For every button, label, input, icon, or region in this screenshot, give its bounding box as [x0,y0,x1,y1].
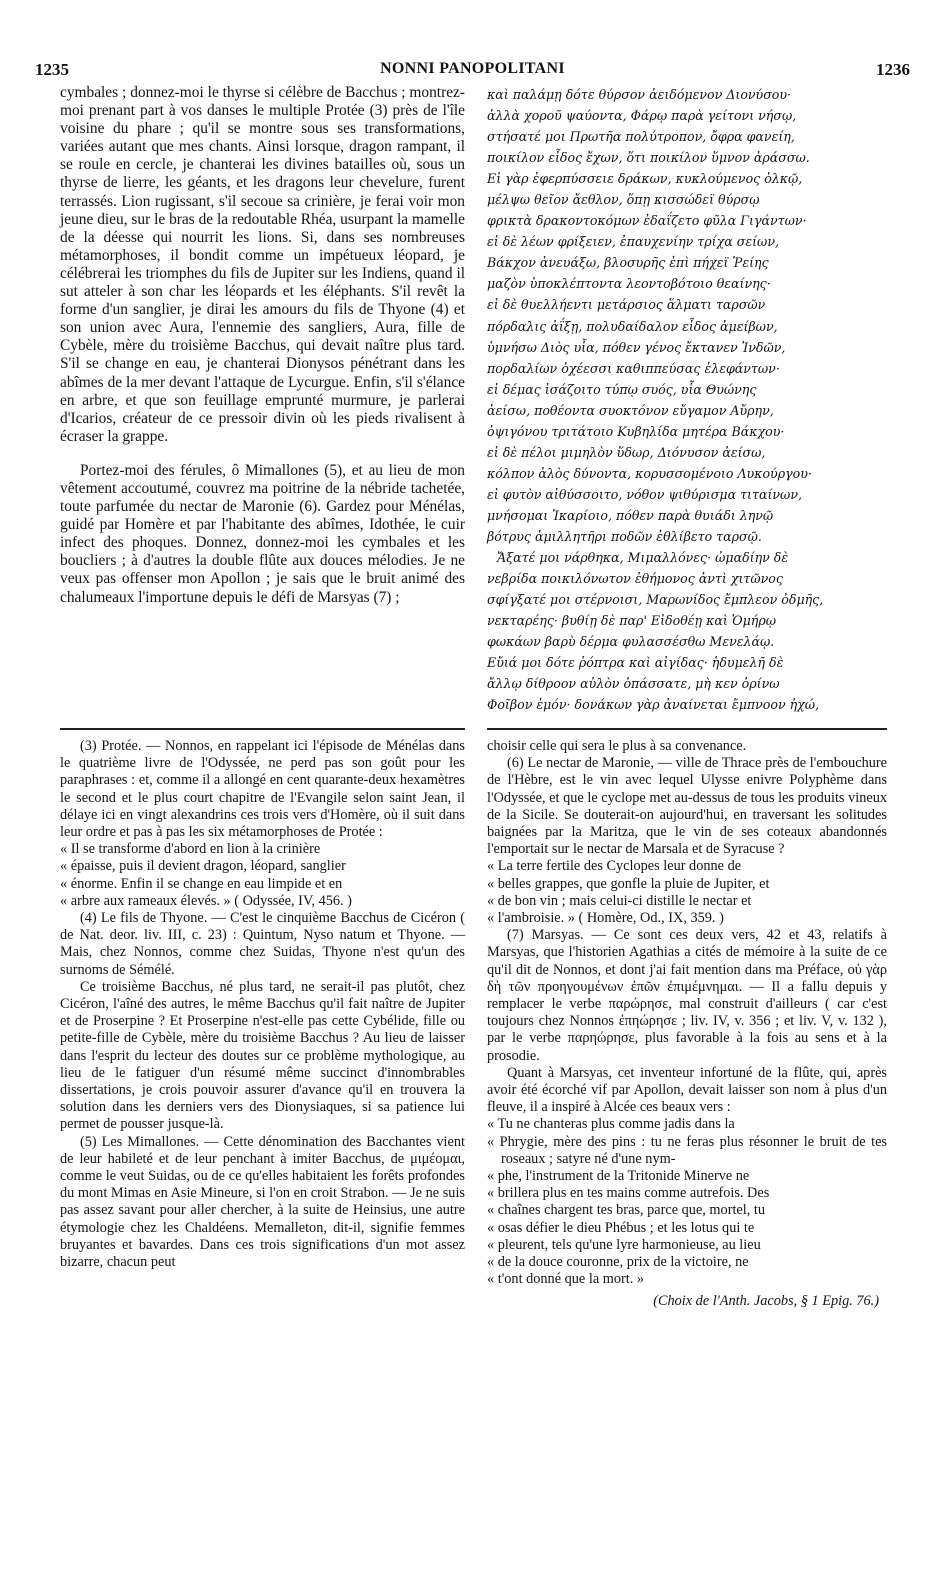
footnotes-right [487,738,887,1310]
greek-verse-line: Εἰ γὰρ ἐφερπύσσειε δράκων, κυκλούμενος ὁλκῷ, [487,171,803,187]
greek-verse-line: Φοῖβον ἐμόν· δονάκων γὰρ ἀναίνεται ἔμπνοον ἠχώ, [487,697,820,713]
footnote-paragraph: Quant à Marsyas, cet inventeur infortuné de la flûte, qui, après avoir été écorché vif par Apollon, devait laisser son nom à plus d'un fleuve, il a inspiré à Alcée ces beaux vers : [487,1064,887,1116]
quote-line: « belles grappes, que gonfle la pluie de Jupiter, et [487,875,770,892]
greek-verse-line: εἰ φυτὸν αἰθύσσοιτο, νόθον ψιθύρισμα τιταίνων, [487,486,802,502]
quote-line: « brillera plus en tes mains comme autrefois. Des [487,1185,770,1202]
greek-verse-line: φρικτὰ δρακοντοκόμων ἐδαΐζετο φῦλα Γιγάντων· [487,213,807,229]
right-column-number: 1236 [876,60,910,79]
footnote-divider [60,728,465,730]
greek-verse-line: ὑμνήσω Διὸς υἷα, πόθεν γένος ἔκτανεν Ἰνδῶν, [487,339,786,355]
quote-line: « La terre fertile des Cyclopes leur donne de [487,858,742,875]
quote-line: « phe, l'instrument de la Tritonide Minerve ne [487,1168,750,1185]
quote-line: « de la douce couronne, prix de la victoire, ne [487,1254,749,1271]
quote-line: « pleurent, tels qu'une lyre harmonieuse, au lieu [487,1236,761,1253]
running-title: NONNI PANOPOLITANI [380,60,565,77]
greek-verse-line: νεκταρέης· βυθίῃ δὲ παρ' Εἰδοθέῃ καὶ Ὁμήρῳ [487,613,777,629]
greek-verse-line: ἀείσω, ποθέοντα συοκτόνον εὔγαμον Αὔρην, [487,402,774,418]
quote-line: « t'ont donné que la mort. » [487,1271,645,1288]
quote-line: « Il se transforme d'abord en lion à la crinière [60,841,321,858]
quote-line: « Phrygie, mère des pins : tu ne feras plus résonner le bruit de tes roseaux ; satyre né d'une nym- [487,1133,887,1167]
left-column-number: 1235 [35,60,69,79]
quote-line: « de bon vin ; mais celui-ci distille le nectar et [487,892,752,909]
footnote-5: (5) Les Mimallones. — Cette dénomination des Bacchantes vient de leur habileté et de leur penchant à imiter Bacchus, de μιμέομαι, comme le veut Suidas, ou de ce qu'elles habitaient les forêts profondes du mont Mimas en Asie Mineure, si l'on en croit Strabon. — Je ne suis pas assez savant pour aller chercher, à la suite de Heinsius, une autre étymologie chez les Chaldéens. Memalleton, dit-il, signifie femmes bruyantes et bavardes. Dans ces trois significations d'un mot assez bizarre, chacun peut [60,1133,465,1271]
french-paragraph: cymbales ; donnez-moi le thyrse si célèbre de Bacchus ; montrez-moi prenant part à vos danses le multiple Protée (3) près de l'île voisine du phare ; qu'il se montre sous ses transformations, variées autant que mes chants. Ainsi lorsque, dragon rampant, il se roule en cercle, je chanterai les divines batailles où, sous un thyrse de lierre, les géants, et les dragons leur chevelure, furent terrassés. Lion rugissant, s'il secoue sa crinière, je ferai voir mon jeune dieu, sur le bras de la redoutable Rhéa, usurpant la mamelle de la déesse qui nourrit les lions. Si, dans ses nombreuses métamorphoses, il bondit comme un impétueux léopard, je célébrerai les triomphes du fils de Jupiter sur les Indiens, quand il sut atteler à son char les léopards et les éléphants. S'il revêt la forme d'un sanglier, je dirai les amours du fils de Thyone (4) et son union avec Aura, l'ennemie des sangliers, Aura, fille de Cybèle, mère du troisième Bacchus, qui devait naître plus tard. S'il se change en eau, je chanterai Dionysos pénétrant dans les abîmes de la mer devant l'attaque de Lycurgue. Enfin, s'il s'élance en arbre, et que son feuillage emprunté murmure, je parlerai d'Icarios, créateur de ce pressoir divin où les pieds rivalisent à écraser la grappe. [60,84,465,445]
page-header [35,60,910,86]
greek-verse-line: εἰ δὲ θυελλήεντι μετάρσιος ἅλματι ταρσῶν [487,297,766,313]
greek-verse-line: σφίγξατέ μοι στέρνοισι, Μαρωνίδος ἔμπλεον ὀδμῆς, [487,592,824,608]
greek-verse-line: βότρυς ἀμιλλητῆρι ποδῶν ἐθλίβετο ταρσῷ. [487,528,762,544]
footnote-4: (4) Le fils de Thyone. — C'est le cinquième Bacchus de Cicéron ( de Nat. deor. liv. III, c. 23) : Quintum, Nyso natum et Thyone. — Mais, chez Nonnos, comme chez Suidas, Thyone n'est qu'un des surnoms de Sémélé. [60,910,465,978]
greek-verse-line: πόρδαλις ἀΐξῃ, πολυδαίδαλον εἶδος ἀμείβων, [487,318,778,334]
footnote-paragraph: Ce troisième Bacchus, né plus tard, ne serait-il pas plutôt, chez Cicéron, l'aîné des autres, le même Bacchus qu'il fait naître de Jupiter et de Proserpine ? Et Proserpine n'est-elle pas cette Cybélide, fille ou petite-fille de Cybèle, mère du troisième Bacchus ? Au lieu de laisser dans l'esprit du lecteur des doutes sur ce problème mythologique, au lieu de le fatiguer d'un résumé même succinct d'innombrables dissertations, je crois pouvoir assurer d'avance qu'il en trouvera la solution dans les derniers vers des Dionysiaques, si sa patience lui permet de pousser jusque-là. [60,978,465,1133]
greek-verse-line: ἄλλῳ δίθροον αὐλὸν ὀπάσσατε, μὴ κεν ὀρίνω [487,676,780,692]
footnotes-left [60,738,465,1271]
french-paragraph: Portez-moi des férules, ô Mimallones (5), et au lieu de mon vêtement accoutumé, couvrez ma poitrine de la nébride tachetée, toute parfumée du nectar de Maronie (6). Gardez pour Ménélas, guidé par Homère et par l'habitante des abîmes, Idothée, le cuir infect des phoques. Donnez, donnez-moi les cymbales et les boucliers ; à d'autres la double flûte aux douces mélodies. Je ne veux pas offenser mon Apollon ; je sais que le bruit animé des chalumeaux l'importune depuis le défi de Marsyas (7) ; [60,461,465,606]
greek-verse-line: μέλψω θεῖον ἄεθλον, ὅπῃ κισσώδεϊ θύρσῳ [487,192,760,208]
footnote-3: (3) Protée. — Nonnos, en rappelant ici l'épisode de Ménélas dans le quatrième livre de l'Odyssée, ne perd pas son goût pour les paraphrases : et, comme il a allongé en cent quarante-deux hexamètres le second et le plus court chapitre de l'Evangile selon saint Jean, il délaye ici en vingt alexandrins ces trois vers d'Homère, où il suit dans leur ordre et pas à pas les six métamorphoses de Protée : [60,738,465,841]
greek-verse-line: εἰ δὲ λέων φρίξειεν, ἐπαυχενίην τρίχα σείων, [487,234,779,250]
greek-verse-line: μαζὸν ὑποκλέπτοντα λεοντοβότοιο θεαίνης· [487,276,771,292]
greek-verse-line: νεβρίδα ποικιλόνωτον ἐθήμονος ἀντὶ χιτῶνος [487,571,783,587]
footnote-6: (6) Le nectar de Maronie, — ville de Thrace près de l'embouchure de l'Hèbre, est le vin avec lequel Ulysse enivre Polyphème dans l'Odyssée, et que le cyclope met au-dessus de tous les produits vineux de la Sicile. Se douterait-on aujourd'hui, en traversant les solitudes baignées par la Maritza, que le vin de ses coteaux abandonnés l'emportait sur le nectar de Marsala et de Syracuse ? [487,755,887,858]
greek-text [487,84,887,715]
greek-verse-line: Ἄξατέ μοι νάρθηκα, Μιμαλλόνες· ὠμαδίην δὲ [497,550,789,566]
quote-line: « arbre aux rameaux élevés. » ( Odyssée, IV, 456. ) [60,892,352,909]
quote-line: « énorme. Enfin il se change en eau limpide et en [60,875,343,892]
greek-verse-line: μνήσομαι Ἰκαρίοιο, πόθεν παρὰ θυιάδι ληνῷ [487,507,774,523]
quote-line: « osas défier le dieu Phébus ; et les lotus qui te [487,1219,755,1236]
greek-verse-line: Εὔιά μοι δότε ῥόπτρα καὶ αἰγίδας· ἡδυμελῆ δὲ [487,655,784,671]
greek-verse-line: κόλπον ἁλὸς δύνοντα, κορυσσομένοιο Λυκούργου· [487,465,812,481]
greek-verse-line: φωκάων βαρὺ δέρμα φυλασσέσθω Μενελάῳ. [487,634,775,650]
greek-verse-line: εἰ δέμας ἰσάζοιτο τύπῳ συός, υἷα Θυώνης [487,381,757,397]
greek-verse-line: καὶ παλάμῃ δότε θύρσον ἀειδόμενον Διονύσου· [487,87,792,102]
greek-verse-line: στήσατέ μοι Πρωτῆα πολύτροπον, ὄφρα φανείη, [487,129,795,145]
quote-line: « chaînes chargent tes bras, parce que, mortel, tu [487,1202,766,1219]
greek-verse-line: εἰ δὲ πέλοι μιμηλὸν ὕδωρ, Διόνυσον ἀείσω, [487,444,766,460]
greek-verse-line: ἀλλὰ χοροῦ ψαύοντα, Φάρῳ παρὰ γείτονι νήσῳ, [487,108,797,124]
quote-line: « Tu ne chanteras plus comme jadis dans la [487,1116,735,1133]
footnote-continuation: choisir celle qui sera le plus à sa convenance. [487,738,747,754]
citation: (Choix de l'Anth. Jacobs, § 1 Epig. 76.) [653,1292,879,1309]
greek-verse-line: πορδαλίων ὀχέεσσι καθιππεύσας ἐλεφάντων· [487,360,780,376]
greek-verse-line: ποικίλον εἶδος ἔχων, ὅτι ποικίλον ὕμνον ἀράσσω. [487,150,810,166]
quote-line: « l'ambroisie. » ( Homère, Od., IX, 359. ) [487,910,724,927]
greek-verse-line: ὀψιγόνου τριτάτοιο Κυβηλίδα μητέρα Βάκχου· [487,423,785,439]
footnote-divider [487,728,887,730]
footnote-7: (7) Marsyas. — Ce sont ces deux vers, 42 et 43, relatifs à Marsyas, que l'historien Agathias a cités de mémoire à la suite de ce qu'il dit de Nonnos, et dont j'ai fait mention dans ma Préface, οὐ γὰρ δὴ τῶν προηγουμένων ἐπῶν ἐπιμέμνημαι. — Il a fallu depuis y remplacer le verbe παρώρησε, mal construit d'ailleurs ( car c'est toujours chez Nonnos ἐπηώρησε ; liv. IV, v. 356 ; et liv. V, v. 132 ), par le verbe παρηώρησε, plus favorable à la fois au sens et à la prosodie. [487,927,887,1064]
quote-line: « épaisse, puis il devient dragon, léopard, sanglier [60,858,346,875]
greek-verse-line: Βάκχον ἀνευάξω, βλοσυρῆς ἐπὶ πήχεϊ Ῥείης [487,255,769,271]
french-translation [60,84,465,607]
